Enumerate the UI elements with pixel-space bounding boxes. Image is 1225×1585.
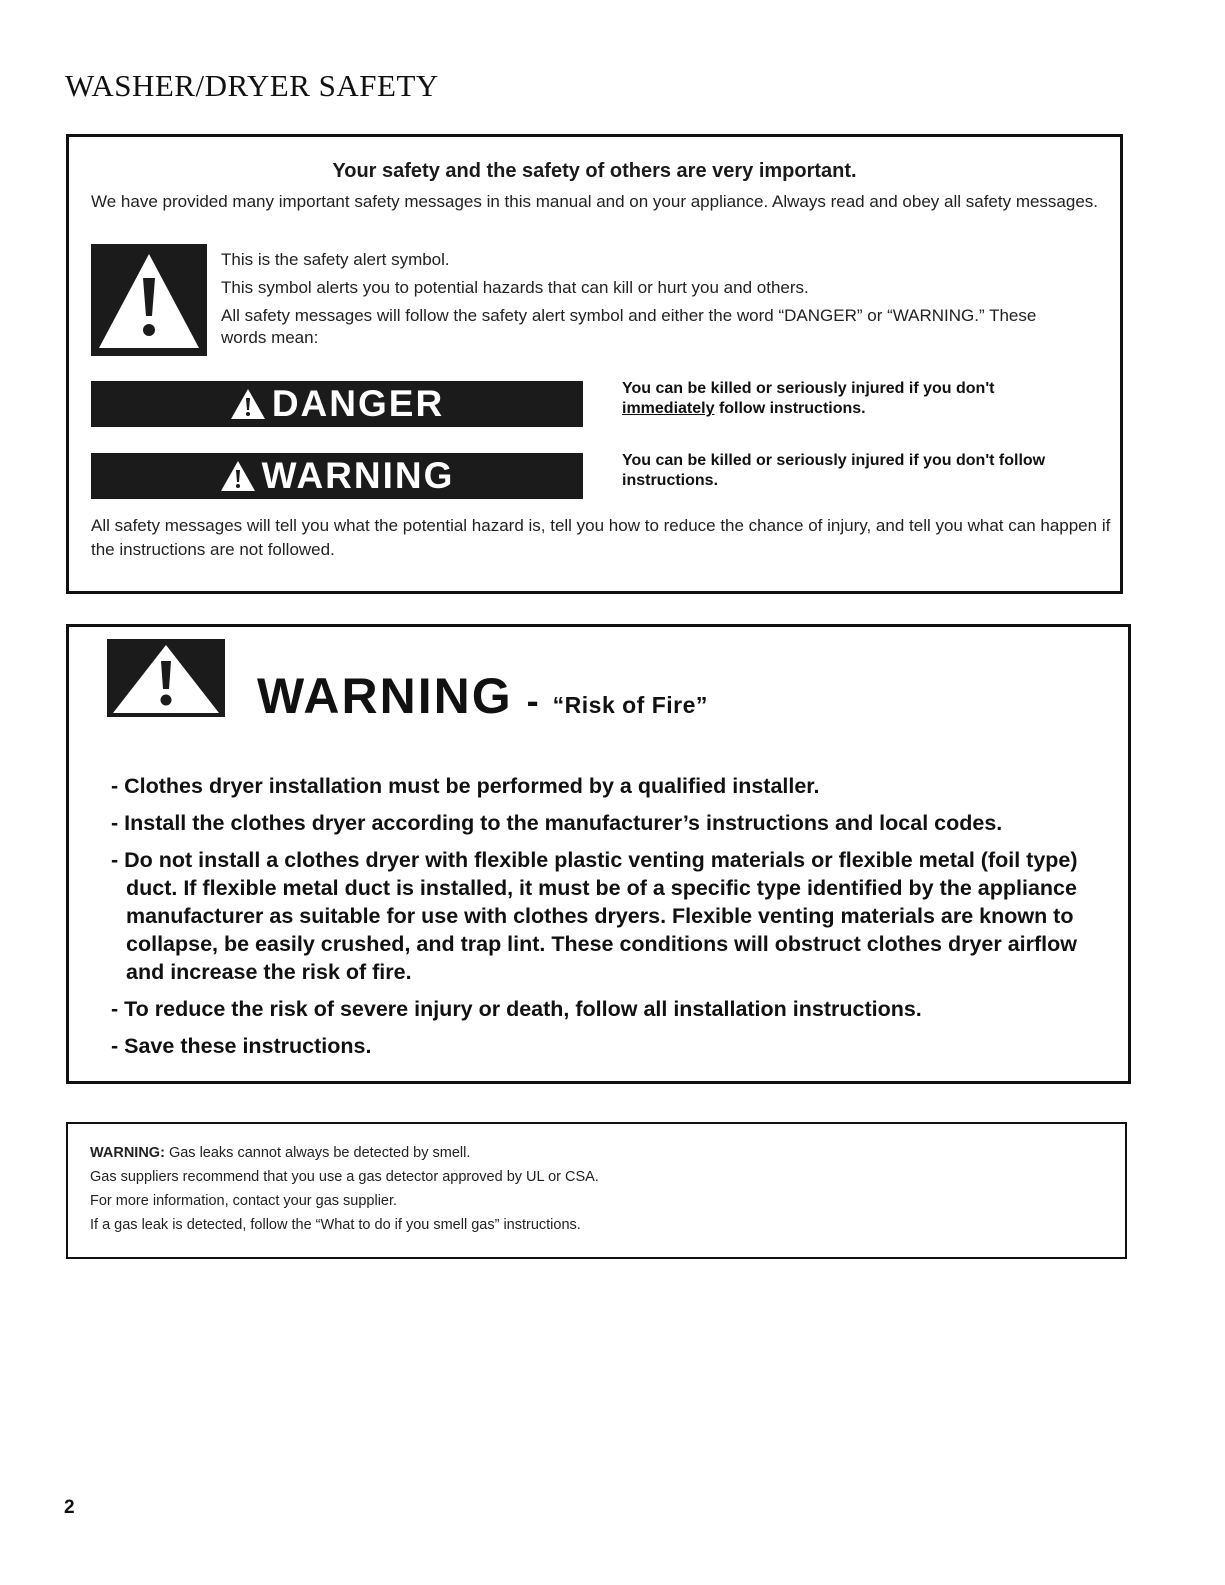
fire-warning-signal-word: WARNING (257, 668, 513, 724)
danger-def-suffix: follow instructions. (718, 400, 866, 417)
alert-symbol-explanation (221, 249, 1041, 349)
warning-banner-label: WARNING (261, 455, 455, 496)
gas-warning-label: WARNING: (90, 1145, 165, 1161)
gas-warning-box (66, 1122, 1127, 1259)
fire-warning-alert-icon (107, 639, 225, 717)
gas-warning-first-line: Gas leaks cannot always be detected by smell. (168, 1145, 471, 1161)
safety-intro-text: We have provided many important safety messages in this manual and on your appliance. Always read and obey all safety messages. (91, 192, 1099, 211)
page-number: 2 (64, 1497, 75, 1518)
danger-alert-icon (230, 388, 266, 420)
fire-warning-box (66, 624, 1131, 1084)
danger-banner (91, 381, 583, 427)
safety-intro-box (66, 134, 1123, 594)
gas-warning-line (90, 1141, 1090, 1165)
list-item: - Install the clothes dryer according to the manufacturer’s instructions and local codes. (111, 811, 1003, 835)
list-item: - To reduce the risk of severe injury or death, follow all installation instructions. (111, 997, 922, 1021)
gas-warning-text (90, 1141, 1090, 1237)
alert-line: All safety messages will follow the safety alert symbol and either the word “DANGER” or “WARNING.” These words mean: (221, 306, 1037, 347)
fire-warning-list (111, 772, 1121, 1069)
fire-warning-title (257, 667, 708, 725)
safety-outro-text: All safety messages will tell you what the potential hazard is, tell you how to reduce the chance of injury, and tell you what can happen if the instructions are not followed. (91, 516, 1111, 559)
page-title: WASHER/DRYER SAFETY (65, 68, 439, 103)
fire-warning-dash: - (526, 680, 539, 721)
list-item: - Clothes dryer installation must be performed by a qualified installer. (111, 774, 820, 798)
danger-def-prefix: You can be killed or seriously injured if you don't (622, 380, 995, 397)
list-item: - Save these instructions. (111, 1034, 372, 1058)
warning-banner (91, 453, 583, 499)
danger-def-underlined: immediately (622, 400, 715, 417)
warning-definition: You can be killed or seriously injured if you don't follow instructions. (622, 452, 1046, 489)
fire-warning-subtitle: “Risk of Fire” (552, 692, 708, 718)
warning-alert-icon (220, 460, 256, 492)
danger-definition (622, 379, 1102, 419)
danger-banner-label: DANGER (271, 383, 445, 424)
gas-warning-line: Gas suppliers recommend that you use a gas detector approved by UL or CSA. (90, 1169, 599, 1185)
gas-warning-line: If a gas leak is detected, follow the “What to do if you smell gas” instructions. (90, 1217, 581, 1233)
alert-line: This symbol alerts you to potential hazards that can kill or hurt you and others. (221, 278, 809, 297)
safety-heading: Your safety and the safety of others are very important. (332, 160, 857, 182)
gas-warning-line: For more information, contact your gas supplier. (90, 1193, 398, 1209)
safety-alert-icon (91, 244, 207, 356)
alert-line: This is the safety alert symbol. (221, 250, 450, 269)
list-item: - Do not install a clothes dryer with flexible plastic venting materials or flexible metal (foil type) duct. If flexible metal duct is installed, it must be of a specific type identified by the appliance manufacturer as suitable for use with clothes dryers. Flexible venting materials are known to collapse, be easily crushed, and trap lint. These conditions will obstruct clothes dryer airflow and increase the risk of fire. (111, 848, 1078, 984)
